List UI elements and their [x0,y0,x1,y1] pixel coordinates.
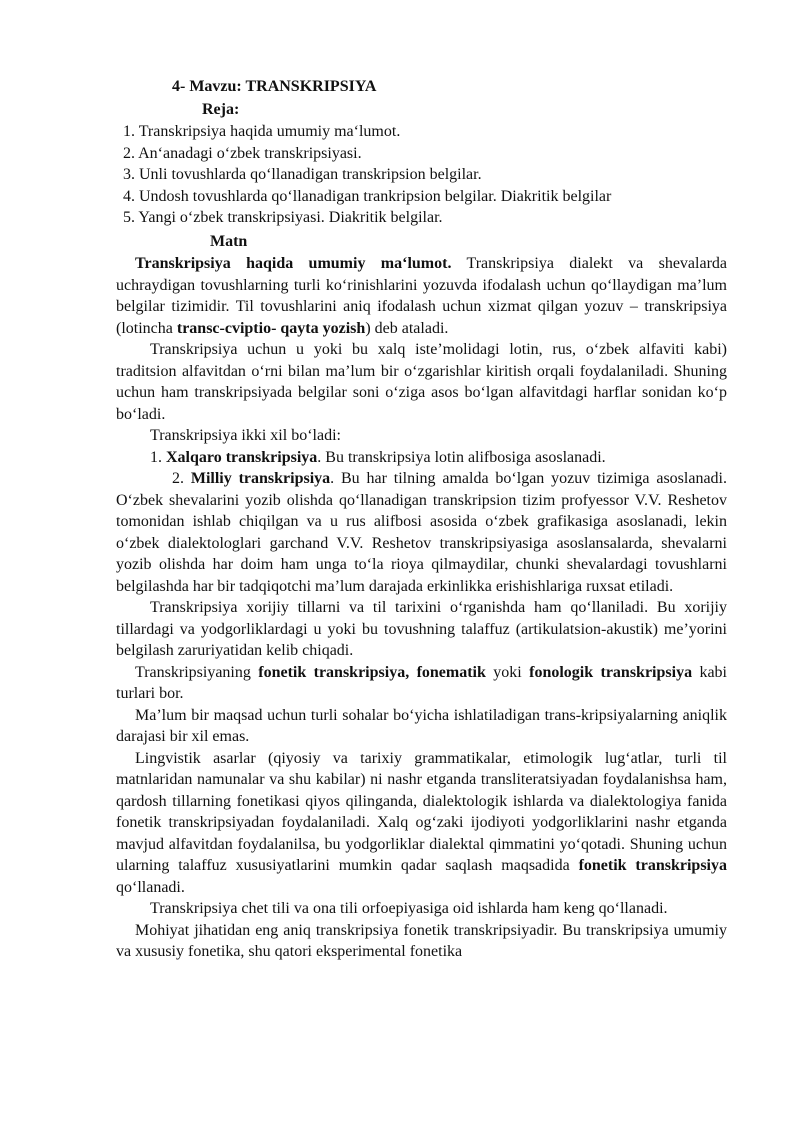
plan-heading: Reja: [202,101,240,118]
plan-list [123,121,611,229]
paragraph-11: Mohiyat jihatidan eng aniq transkripsiya fonetik transkripsiyadir. Bu transkripsiya umumiy va xususiy fonetika, shu qatori eksperimental fonetika [116,921,727,960]
plan-item: 1. Transkripsiya haqida umumiy ma‘lumot. [123,123,401,140]
paragraph-1: Transkripsiya haqida umumiy ma‘lumot. Transkripsiya dialekt va shevalarda uchraydigan tovushlarning turli ko‘rinishlarini yozuvda ifodalash uchun qo‘llaydigan ma’lum belgilar tizimidir. Til tovushlarini aniq ifodalash uchun xizmat qilgan yozuv – transkripsiya (lotincha transc-cviptio- qayta yozish) deb ataladi. [116,255,727,337]
plan-item: 5. Yangi o‘zbek transkripsiyasi. Diakritik belgilar. [123,209,443,227]
paragraph-9: Lingvistik asarlar (qiyosiy va tarixiy grammatikalar, etimologik lug‘atlar, turli til matnlaridan namunalar va shu kabilar) ni nashr etganda transliteratsiyadan foydalanishsa ham, qardosh tillarning fonetikasi qiyos qilinganda, dialektologik ishlarda va dialektologiya fanida fonetik transkripsiyadan foydalaniladi. Xalq og‘zaki ijodiyoti yodgorliklarini nashr etganda mavjud alfavitdan foydalanilsa, bu yodgorliklar dialektal qimmatini yo‘qotadi. Shuning uchun ularning talaffuz xususiyatlarini mumkin qadar saqlash maqsadida fonetik transkripsiya qo‘llanadi. [116,749,727,896]
plan-item: 4. Undosh tovushlarda qo‘llanadigan trankripsion belgilar. Diakritik belgilar [123,187,612,205]
paragraph-10: Transkripsiya chet tili va ona tili orfoepiyasiga oid ishlarda ham keng qo‘llanadi. [150,900,668,917]
paragraph-6: Transkripsiya xorijiy tillarni va til tarixini o‘rganishda ham qo‘llaniladi. Bu xorijiy tillardagi va yodgorliklardagi u yoki bu tovushning talaffuz (artikulatsion-akustik) me’yorini belgilash zaruriyatidan kelib chiqadi. [116,599,727,659]
plan-item: 2. An‘anadagi o‘zbek transkripsiyasi. [123,144,362,162]
term-phonetic-phonematic: fonetik transkripsiya, fonematik [258,663,486,681]
term-national: Milliy transkripsiya [190,470,331,487]
body-text [116,253,727,963]
term-international: Xalqaro transkripsiya [166,448,318,466]
text-heading: Matn [210,233,248,250]
paragraph-1-heading: Transkripsiya haqida umumiy ma‘lumot. [135,255,452,272]
page-title: 4- Mavzu: TRANSKRIPSIYA [172,78,377,95]
paragraph-7: Transkripsiyaning fonetik transkripsiya, fonematik yoki fonologik transkripsiya kabi turlari bor. [116,663,728,702]
paragraph-8: Ma’lum bir maqsad uchun turli sohalar bo‘yicha ishlatiladigan trans-kripsiyalarning aniqlik darajasi bir xil emas. [116,706,727,745]
paragraph-3: Transkripsiya ikki xil bo‘ladi: [150,427,341,444]
term-phonological: fonologik transkripsiya [529,663,693,681]
paragraph-2: Transkripsiya uchun u yoki bu xalq iste’molidagi lotin, rus, o‘zbek alfaviti kabi) traditsion alfavitdan o‘rni bilan ma’lum bir o‘zgarishlar kiritish orqali foydalaniladi. Shuning uchun ham transkripsiyada belgilar soni o‘ziga asos bo‘lgan alfavitdagi harflar sonidan ko‘p bo‘ladi. [116,341,727,423]
term-phonetic-transcription: fonetik transkripsiya [578,857,727,874]
plan-item: 3. Unli tovushlarda qo‘llanadigan transkripsion belgilar. [123,166,482,184]
paragraph-5: 2. Milliy transkripsiya. Bu har tilning amalda bo‘lgan yozuv tizimiga asoslanadi. O‘zbek shevalarini yozib olishda qo‘llanadigan transkripsion tizim profyessor V.V. Reshetov tomonidan ishlab chiqilgan va u rus alifbosi asosida o‘zbek grafikasiga asoslanadi, lekin o‘zbek dialektologlari garchand V.V. Reshetov transkripsiyasiga asoslansalarda, shevalarni yozib olishda har doim ham unga to‘la rioya qilmaydilar, chunki shevalardagi tovushlarni belgilashda har bir tadqiqotchi ma’lum darajada erkinlikka erishishlariga ruxsat etiladi. [116,470,727,595]
term-transcription: transc-cviptio- qayta yozish [176,319,366,337]
paragraph-4: 1. Xalqaro transkripsiya. Bu transkripsiya lotin alifbosiga asoslanadi. [150,448,606,466]
